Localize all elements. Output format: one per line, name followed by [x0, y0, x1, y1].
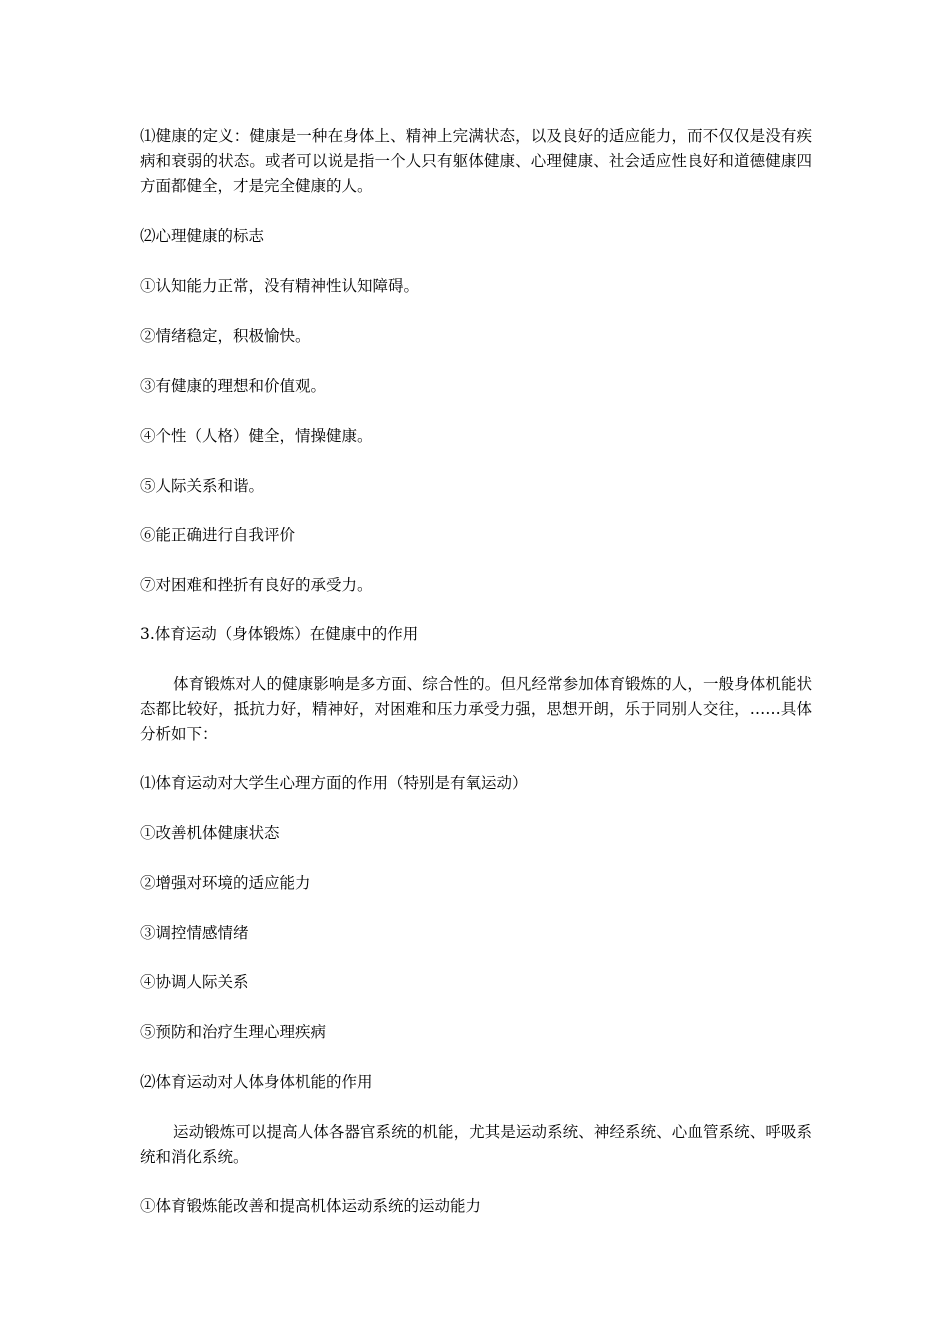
paragraph-health-definition: ⑴健康的定义：健康是一种在身体上、精神上完满状态，以及良好的适应能力，而不仅仅是没有疾病和衰弱的状态。或者可以说是指一个人只有躯体健康、心理健康、社会适应性良好和道德健康四方面都健全，才是完全健康的人。	[140, 127, 812, 195]
paragraph-exercise-impact: 体育锻炼对人的健康影响是多方面、综合性的。但凡经常参加体育锻炼的人，一般身体机能状态都比较好，抵抗力好，精神好，对困难和压力承受力强，思想开朗，乐于同别人交往，……具体分析如下：	[140, 675, 812, 743]
heading-mental-health-signs: ⑵心理健康的标志	[140, 227, 265, 245]
list-item: ④协调人际关系	[140, 973, 249, 991]
list-item: ③有健康的理想和价值观。	[140, 377, 327, 395]
list-item: ①改善机体健康状态	[140, 824, 280, 842]
subheading-psychological-effects: ⑴体育运动对大学生心理方面的作用（特别是有氧运动）	[140, 774, 528, 792]
list-item: ④个性（人格）健全，情操健康。	[140, 427, 373, 445]
list-item: ①认知能力正常，没有精神性认知障碍。	[140, 277, 420, 295]
list-item: ⑦对困难和挫折有良好的承受力。	[140, 576, 373, 594]
list-item: ⑤人际关系和谐。	[140, 477, 265, 495]
list-item: ②情绪稳定，积极愉快。	[140, 327, 311, 345]
section-heading: 3.体育运动（身体锻炼）在健康中的作用	[140, 625, 419, 643]
list-item: ③调控情感情绪	[140, 924, 249, 942]
subheading-physical-effects: ⑵体育运动对人体身体机能的作用	[140, 1073, 373, 1091]
list-item: ⑥能正确进行自我评价	[140, 526, 296, 544]
list-item: ①体育锻炼能改善和提高机体运动系统的运动能力	[140, 1197, 482, 1215]
list-item: ②增强对环境的适应能力	[140, 874, 311, 892]
paragraph-organ-systems: 运动锻炼可以提高人体各器官系统的机能，尤其是运动系统、神经系统、心血管系统、呼吸系统和消化系统。	[140, 1123, 812, 1166]
list-item: ⑤预防和治疗生理心理疾病	[140, 1023, 327, 1041]
